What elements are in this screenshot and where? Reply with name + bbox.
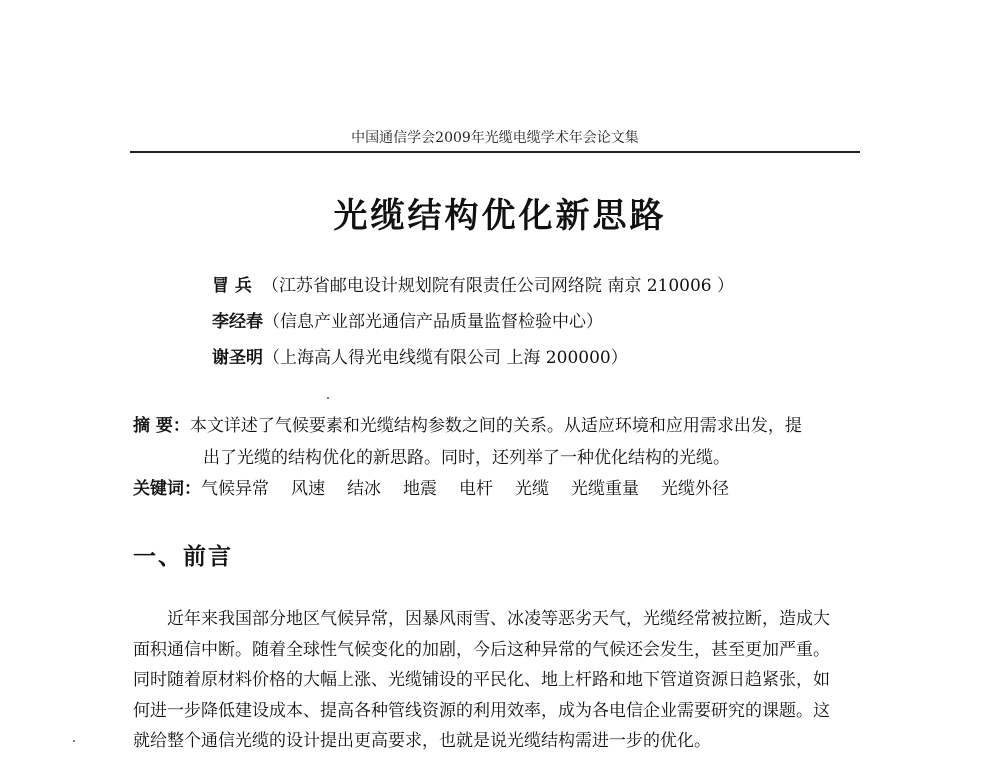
author-affiliation: （信息产业部光通信产品质量监督检验中心） (263, 312, 603, 332)
running-head: 中国通信学会2009年光缆电缆学术年会论文集 (351, 130, 639, 146)
author-1 (212, 271, 734, 296)
body-line: 同时随着原材料价格的大幅上涨、光缆铺设的平民化、地上杆路和地下管道资源日趋紧张，如 (133, 670, 830, 690)
abstract-line-2: 出了光缆的结构优化的新思路。同时，还列举了一种优化结构的光缆。 (203, 448, 730, 468)
author-name: 谢圣明 (212, 348, 263, 368)
keyword: 地震 (403, 479, 437, 499)
section-heading: 一、前言 (133, 544, 233, 570)
body-line: 近年来我国部分地区气候异常，因暴风雨雪、冰凌等恶劣天气，光缆经常被拉断，造成大 (167, 609, 830, 629)
keyword: 气候异常 (201, 479, 269, 499)
scan-speck (327, 397, 329, 399)
keyword: 风速 (291, 479, 325, 499)
keyword: 电杆 (459, 479, 493, 499)
author-affiliation: （上海高人得光电线缆有限公司 上海 200000） (263, 348, 628, 368)
paper-title: 光缆结构优化新思路 (333, 196, 667, 236)
keyword: 光缆外径 (661, 479, 729, 499)
keyword: 结冰 (347, 479, 381, 499)
abstract-line-1: 本文详述了气候要素和光缆结构参数之间的关系。从适应环境和应用需求出发，提 (189, 416, 802, 436)
author-affiliation: （江苏省邮电设计规划院有限责任公司网络院 南京 210006 ） (261, 276, 735, 296)
author-name: 冒 兵 (212, 276, 252, 296)
abstract (133, 410, 863, 474)
body-paragraph (133, 604, 873, 757)
abstract-label: 摘 要： (133, 416, 190, 436)
keyword: 光缆重量 (571, 479, 639, 499)
scan-speck (73, 740, 75, 742)
author-3 (212, 343, 628, 368)
author-name: 李经春 (212, 312, 263, 332)
body-line: 面积通信中断。随着全球性气候变化的加剧，今后这种异常的气候还会发生，甚至更加严重。 (133, 639, 830, 660)
keyword: 光缆 (515, 479, 549, 499)
keywords (133, 474, 863, 499)
body-line: 就给整个通信光缆的设计提出更高要求，也就是说光缆结构需进一步的优化。 (133, 731, 711, 751)
author-2 (212, 307, 603, 332)
body-line: 何进一步降低建设成本、提高各种管线资源的利用效率，成为各电信企业需要研究的课题。这 (133, 700, 830, 721)
keywords-label: 关键词： (133, 479, 201, 499)
header-rule (130, 151, 860, 153)
